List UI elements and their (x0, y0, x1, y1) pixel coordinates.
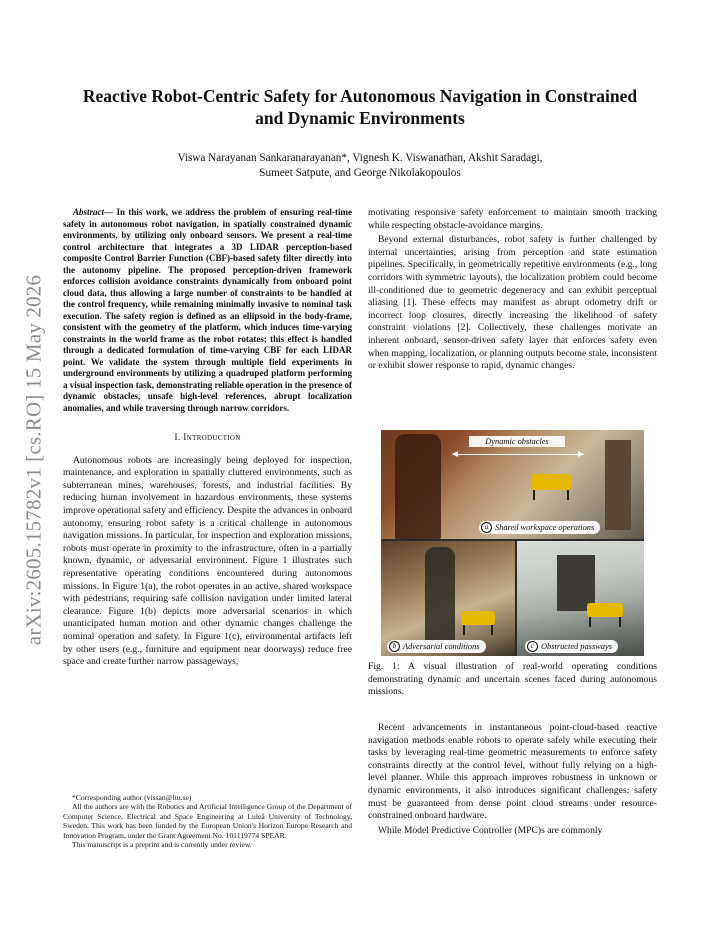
figure-panel-c (517, 541, 644, 656)
panel-a-tag (479, 521, 600, 534)
panel-c-label: Obstructed passways (541, 642, 612, 651)
arxiv-identifier-text: arXiv:2605.15782v1 [cs.RO] 15 May 2026 (21, 274, 46, 646)
section-heading (63, 432, 352, 445)
figure-panel-b (381, 541, 515, 656)
figure-caption: Fig. 1: A visual illustration of real-world operating conditions demonstrating dynamic and uncertain scenes faced during autonomous missions. (368, 661, 657, 698)
figure-1 (381, 430, 644, 656)
right-paragraph-2: Beyond external disturbances, robot safety is further challenged by internal uncertainties, arising from perception and state estimation pipelines. Specifically, in geometrically repetitive environments (e.g., long corridors with symmetric layouts), the localization problem could become ill-conditioned due to geometric degeneracy and can exhibit perceptual aliasing [1]. These effects may manifest as abrupt odometry drift or incorrect loop closures, directly increasing the likelihood of safety constraint violations [2]. Collectively, these challenges motivate an inherent onboard, sensor-driven safety layer that enforces safety even when mapping, localization, or planning outputs become stale, inconsistent or exhibit slower response to rapid, dynamic changes. (368, 234, 657, 372)
intro-paragraph: Autonomous robots are increasingly being deployed for inspection, maintenance, and exploration in spatially cluttered environments, such as subterranean mines, warehouses, forests, and industrial facilities. By reducing human involvement in hazardous environments, these systems improve operational safety and efficiency. Despite the advances in onboard autonomy, ensuring robot safety is a critical challenge in autonomous navigation missions. In particular, for inspection and exploration missions, robots must operate in proximity to the infrastructure, often in a partially known, dynamic, or adversarial environment. Figure 1 illustrates such representative operating conditions encountered during autonomous missions. In Figure 1(a), the robot operates in an active, shared workspace with pedestrians, requiring safe collision navigation under limited lateral clearance. Figure 1(b) depicts more adversarial scenarios in which unanticipated human motion and other dynamic changes challenge the nominal operation and safety. In Figure 1(c), environmental artifacts left by other users (e.g., furniture and equipment near doorways) reduce free space and create further narrow passageways, (63, 454, 352, 668)
right-paragraph-1: motivating responsive safety enforcement to maintain smooth tracking while respecting obstacle-avoidance margins. (368, 207, 657, 231)
pedestrian-figure (395, 434, 441, 539)
author-list (80, 151, 640, 181)
footnote-preprint: This manuscript is a preprint and is currently under review. (72, 840, 252, 850)
section-number: I. (174, 432, 181, 443)
panel-b-letter: b (389, 641, 400, 652)
panel-b-label: Adversarial conditions (403, 642, 480, 651)
right-column-top (368, 207, 657, 375)
panel-c-tag (525, 640, 618, 653)
abstract-body: In this work, we address the problem of ensuring real-time safety in autonomous robot navigation, in spatially constrained dynamic environments, by utilizing only onboard sensors. We present a real-time control architecture that integrates a 3D LIDAR perception-based composite Control Barrier Function (CBF)-based safety filter directly into the autonomy pipeline. The proposed perception-driven framework enforces collision avoidance constraints dynamically from onboard point cloud data, thus allowing a large number of constraints to be handled at the control frequency, while remaining minimally invasive to nominal task execution. The safety region is defined as an ellipsoid in the body-frame, consistent with the geometry of the platform, which induces time-varying constraints in the world frame as the robot rotates; this effect is handled through a dedicated formulation of time-varying CBF for each LIDAR point. We validate the system through multiple field experiments in underground environments by utilizing a quadruped platform performing a visual inspection task, demonstrating reliable operation in the presence of dynamic obstacles, unsafe high-level references, abrupt localization anomalies, and while traversing through narrow corridors. (63, 207, 352, 413)
right-column-bottom (368, 722, 657, 839)
quadruped-robot (587, 603, 623, 617)
footnote-corresponding: *Corresponding author (vissan@ltu.se) (72, 793, 192, 802)
quadruped-robot (461, 611, 495, 625)
author-line-2: Sumeet Satpute, and George Nikolakopoulos (259, 167, 461, 179)
door-frame (605, 440, 631, 530)
panel-b-tag (387, 640, 486, 653)
figure-panel-a (381, 430, 644, 539)
panel-a-letter: a (481, 522, 492, 533)
footnotes (63, 793, 352, 849)
right-paragraph-4: While Model Predictive Controller (MPC)s are commonly (378, 824, 603, 836)
quadruped-robot (531, 474, 571, 490)
panel-c-letter: c (527, 641, 538, 652)
section-title: Introduction (183, 432, 241, 443)
arxiv-identifier (16, 250, 52, 670)
author-line-1: Viswa Narayanan Sankaranarayanan*, Vignesh K. Viswanathan, Akshit Saradagi, (177, 152, 543, 164)
left-column (63, 207, 352, 671)
abstract-lead: Abstract— (73, 207, 114, 217)
abstract (63, 207, 352, 414)
right-paragraph-3: Recent advancements in instantaneous point-cloud-based reactive navigation methods enable robots to operate safely while executing their tasks by leveraging real-time geometric measurements to enforce safety constraints directly at the control level, without fully relying on a high-level planner. While this approach improves robustness in unknown or dynamic environments, it also introduces significant challenges: safety must be guaranteed from dense point cloud streams under resource-constrained onboard hardware. (368, 722, 657, 822)
paper-title: Reactive Robot-Centric Safety for Autonomous Navigation in Constrained and Dynamic Environments (82, 86, 638, 128)
pedestrian-figure (425, 547, 455, 647)
panel-a-label: Shared workspace operations (495, 523, 595, 532)
dynamic-obstacles-label: Dynamic obstacles (469, 436, 565, 447)
double-arrow-icon (453, 454, 583, 455)
footnote-affiliation: All the authors are with the Robotics and Artificial Intelligence Group of the Department of Computer Science, Electrical and Space Engineering at Luleå University of Technology, Sweden. This work has been funded by the European Union's Horizon Europe Research and Innovation Program, under the Grant Agreement No. 101119774 SPEAR. (63, 802, 352, 840)
